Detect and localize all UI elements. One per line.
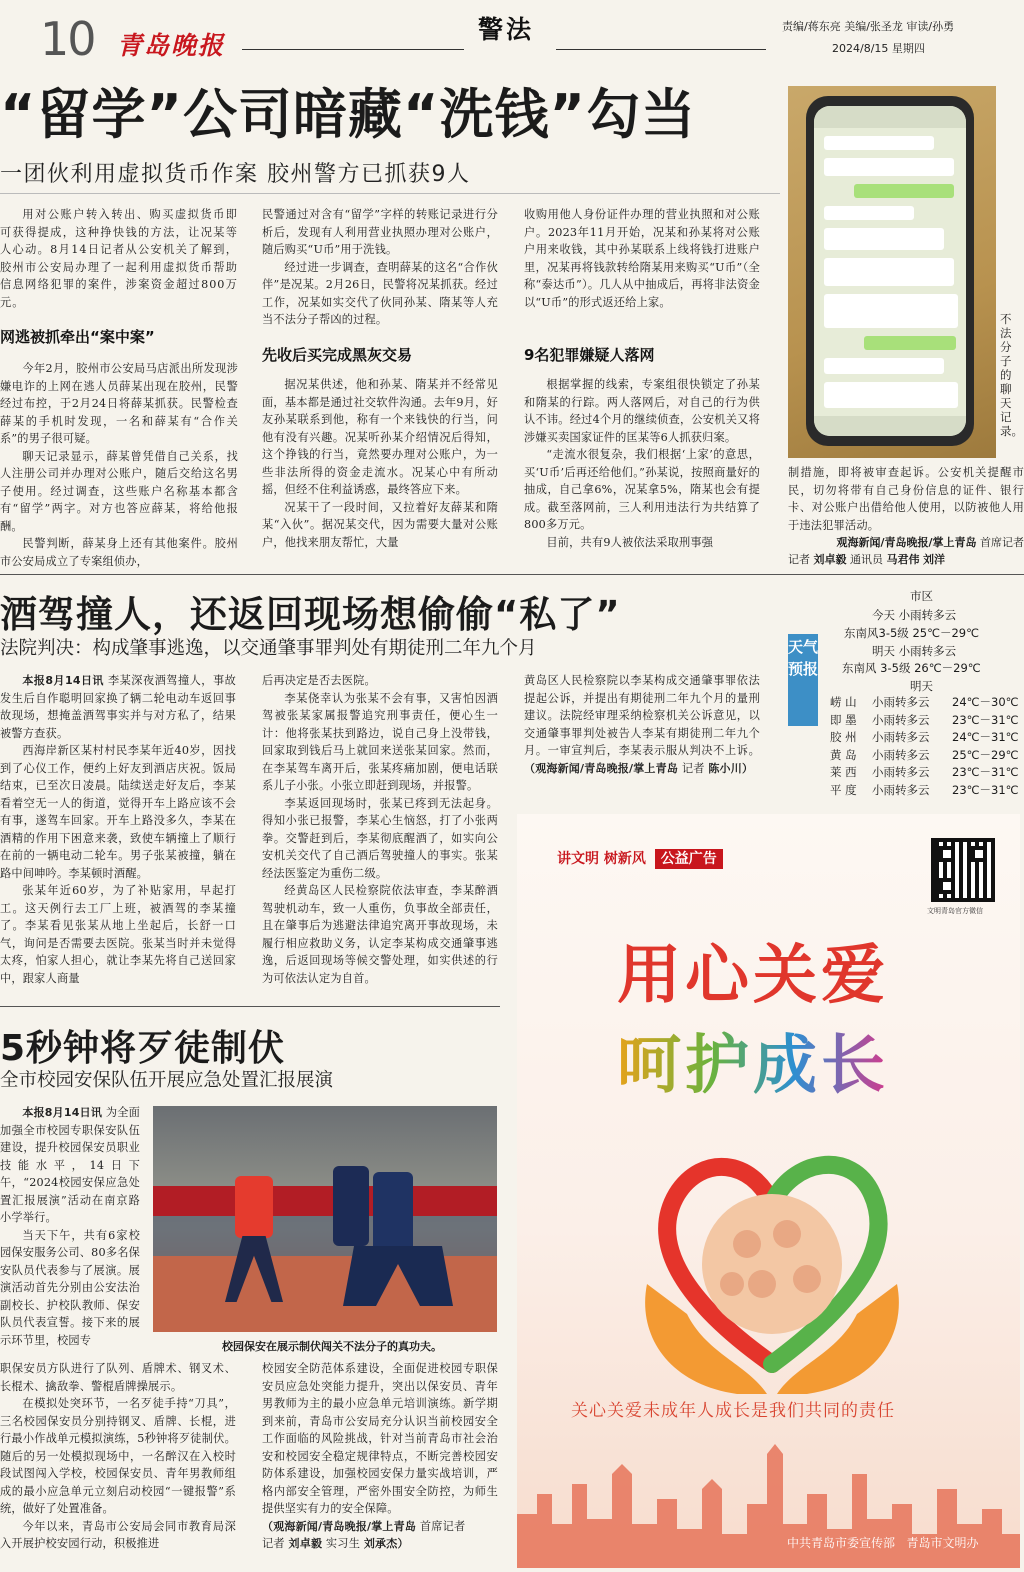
qr-code (931, 838, 995, 902)
chat-bubble (864, 336, 956, 350)
section-title: 警法 (478, 15, 535, 44)
article1-col2 (262, 206, 498, 329)
article1-s1-p1: 今年2月，胶州市公安局马店派出所发现涉嫌电诈的上网在逃人员薛某出现在胶州，民警经过布控，于2月24日将薛某抓获。民警检查薛某的手机时发现，一名和薛某有“合作关系”的男子很可疑。 (0, 362, 238, 445)
article1-col4 (788, 464, 1024, 534)
weather-cond: 小雨转多云 (872, 730, 930, 744)
article1-col1b (0, 360, 238, 570)
weather-today: 今天 小雨转多云 (872, 608, 957, 622)
article3-c1-p1 (0, 1104, 140, 1227)
weather-tomorrow-title: 明天 (910, 679, 933, 693)
public-service-ad (517, 814, 1020, 1568)
weather-place: 胶 州 (830, 730, 857, 744)
chat-bubble (824, 294, 958, 328)
article2-c2-p1: 后再决定是否去医院。 (262, 674, 376, 687)
ad-title-1: 用心关爱 (617, 939, 889, 1013)
article1-reporter2: 马君伟 (886, 553, 920, 566)
phone-screen (814, 106, 966, 436)
weather-tomorrow: 明天 小雨转多云 (872, 644, 957, 658)
article2-dateline: 本报8月14日讯 (22, 674, 104, 687)
article2-c2-p2: 李某侥幸认为张某不会有事，又害怕因酒驾被张某家属报警追究刑事责任，便心生一计：他将张某扶到路边，说自己身上没带钱，回家取到钱后马上就回来送张某回家。然而，在李某驾车离开后，张某疼痛加剧，便电话联系儿子小张。小张立即赶到现场，并报警。 (262, 691, 498, 792)
article1-s3-p3: 目前，共有9人被依法采取刑事强 (546, 535, 714, 549)
article3-c1-p1-text: 为全面加强全市校园专职保安队伍建设，提升校园保安员职业技能水平，14日下午，“2024校园安保应急处置汇报展演”活动在南京路小学举行。 (0, 1106, 140, 1224)
weather-city-title: 市区 (910, 589, 933, 603)
chat-bubble (824, 382, 958, 408)
qr-finder (939, 846, 955, 862)
article3-col1 (0, 1104, 140, 1349)
weather-table (830, 694, 1024, 799)
qr-finder (971, 846, 987, 862)
child-face (793, 1265, 821, 1293)
chat-bubble (824, 258, 954, 286)
chat-header (814, 106, 966, 128)
article1-s2-title: 先收后买完成黑灰交易 (262, 346, 413, 364)
qr-caption: 文明青岛官方微信 (927, 907, 983, 915)
weather-temp: 25℃－29℃ (952, 747, 1019, 762)
article3-col2 (262, 1360, 498, 1553)
article1-s2-p1: 据况某供述，他和孙某、隋某并不经常见面，基本都是通过社交软件沟通。去年9月，好友孙某联系到他，称有一个来钱快的行当，问他有没有兴趣。况某听孙某介绍情况后得知，这个挣钱的行当，竟然要办理对公账户，为一些非法所得的资金走流水。况某心中有所动摇，但经不住利益诱惑，最终答应下来。 (262, 378, 498, 496)
article1-s3-p1: 根据掌握的线索，专案组很快锁定了孙某和隋某的行踪。两人落网后，对自己的行为供认不讳。经过4个月的继续侦查，公安机关又将涉嫌买卖国家证件的匡某等6人抓获归案。 (524, 378, 760, 444)
weather-cond: 小雨转多云 (872, 747, 930, 762)
article3-credit-role-reporter: 记者 (262, 1537, 285, 1550)
article2-col3 (524, 672, 760, 777)
article1-c4-p1: 制措施，即将被审查起诉。公安机关提醒市民，切勿将带有自己身份信息的证件、银行卡、对公账户出借给他人使用，以防被他人用于违法犯罪活动。 (788, 466, 1024, 532)
weather-place: 平 度 (830, 782, 857, 797)
article3-headline: 5秒钟将歹徒制伏 (0, 1028, 286, 1069)
article2-bottom-rule (0, 1006, 500, 1007)
weather-place: 崂 山 (830, 695, 857, 709)
article2-headline: 酒驾撞人，还返回现场想偷偷“私了” (0, 593, 621, 636)
weather-place: 莱 西 (830, 765, 857, 779)
article3-c1-p2: 当天下午，共有6家校园保安服务公司、80多名保安队员代表参与了展演。展演活动首先分别由公安法治副校长、护校队教师、保安队员代表宣誓。接下来的展示环节里，校园专 (0, 1228, 140, 1347)
paper-logo: 青岛晚报 (117, 31, 226, 60)
article1-byline-outlets: 观海新闻/青岛晚报/掌上青岛 (836, 536, 977, 549)
article2-col2 (262, 672, 498, 987)
phone-body (806, 96, 974, 446)
article2-c1-p2: 西海岸新区某村村民李某年近40岁，因找到了心仪工作，便约上好友到酒店庆祝。饭局结束，已至次日凌晨。陆续送走好友后，李某看着空无一人的街道，觉得开车上路应该不会有事，遂驾车回家。开车上路没多久，李某在酒精的作用下困意来袭，致使车辆撞上了顺行在前的一辆电动二轮车。男子张某被撞，躺在路中间呻吟。李某顿时酒醒。 (0, 744, 236, 880)
article3-credit-line2 (262, 1535, 498, 1553)
child-face (720, 1272, 744, 1296)
ad-slogan: 关心关爱未成年人成长是我们共同的责任 (571, 1401, 895, 1421)
article3-c2-p1: 校园安全防范体系建设，全面促进校园专职保安员应急处突能力提升，突出以保安员、青年男教师为主的最小应急单元培训演练。新学期到来前，青岛市公安局充分认识当前校园安全工作面临的风险挑战，针对当前青岛市社会治安和校园安全稳定规律特点，不断完善校园安防体系建设，加强校园安保力量实战培训，严格内部安全管理，严密外围安全防控，为师生提供坚实有力的安全保障。 (262, 1362, 498, 1515)
weather-place: 即 墨 (830, 712, 857, 727)
editors-line: 责编/蒋东亮 美编/张圣龙 审读/孙勇 (782, 20, 955, 33)
article1-lead: 用对公账户转入转出、购买虚拟货币即可获得提成，这种挣快钱的方法，让况某等人心动。8月14日记者从公安机关了解到，胶州市公安局办理了一起利用虚拟货币帮助信息网络犯罪的案件，涉案资金超过800万元。 (0, 208, 238, 309)
article1-c2-p1: 民警通过对含有“留学”字样的转账记录进行分析后，发现有人利用营业执照办理对公账户，随后购买“U币”用于洗钱。 (262, 208, 498, 256)
article1-s3-title: 9名犯罪嫌疑人落网 (524, 346, 655, 364)
article1-col3b (524, 376, 760, 551)
article1-c2-p2: 经过进一步调查，查明薛某的这名“合作伙伴”是况某。2月26日，民警将况某抓获。经过工作，况某如实交代了伙同孙某、隋某等人充当不法分子帮凶的过程。 (262, 260, 498, 326)
chat-bubble (824, 228, 944, 250)
weather-row (830, 694, 1024, 712)
weather-row (830, 764, 1024, 782)
photo-guard (333, 1166, 369, 1246)
article3-c1-p5: 今年以来，青岛市公安局会同市教育局深入开展护校安园行动，积极推进 (0, 1519, 236, 1550)
weather-cond: 小雨转多云 (872, 782, 930, 797)
article3-c1-p3: 职保安员方队进行了队列、盾牌术、钢叉术、长棍术、擒敌拳、警棍盾牌操展示。 (0, 1362, 236, 1393)
photo-attacker (235, 1176, 273, 1238)
photo-backdrop-banner (153, 1186, 497, 1216)
weather-cond: 小雨转多云 (872, 765, 930, 779)
article2-reporter: 陈小川） (708, 761, 754, 775)
article1-byline-role1: 首席记者 (980, 536, 1024, 549)
chat-bubble (824, 136, 934, 150)
chat-screenshot-photo (788, 86, 996, 458)
article2-c1-p1 (0, 672, 236, 742)
masthead-rule-left (242, 49, 464, 50)
article2-c2-p3: 李某返回现场时，张某已疼到无法起身。得知小张已报警，李某心生恼怒，打了小张两拳。交警赶到后，李某彻底醒酒了，如实向公安机关交代了自己酒后驾驶撞人的事实。张某经法医鉴定为重伤二级。 (262, 796, 498, 880)
article1-subhead: 一团伙利用虚拟货币作案 胶州警方已抓获9人 (0, 162, 471, 187)
weather-label: 天气预报 (788, 638, 819, 678)
article1-s1-p3: 民警判断，薛某身上还有其他案件。胶州市公安局成立了专案组侦办， (0, 537, 238, 568)
article2-c1-p1-text: 李某深夜酒驾撞人，事故发生后自作聪明回家换了辆二轮电动车返回事故现场，想掩盖酒驾事实并与对方私了，结果被警方查获。 (0, 674, 237, 740)
weather-row (830, 747, 1024, 765)
article1-subhead-rule (0, 193, 780, 194)
weather-cond: 小雨转多云 (872, 712, 930, 727)
article1-byline-role-reporter: 记者 (788, 553, 810, 566)
article2-credit-role: 记者 (681, 761, 705, 775)
ad-title-2: 呵护成长 (617, 1014, 889, 1106)
chat-bubble (824, 158, 954, 176)
article3-credit-role2: 实习生 (325, 1537, 361, 1550)
article2-col1 (0, 672, 236, 987)
article2-c3-p1-text: 黄岛区人民检察院以李某构成交通肇事罪依法提起公诉，并提出有期徒刑二年九个月的量刑建议。法院经审理采纳检察机关公诉意见，以交通肇事罪判处被告人李某有期徒刑二年九个月。一审宣判后，李某表示服从判决不上诉。 (524, 674, 760, 757)
children-photo-cluster (702, 1194, 842, 1334)
article1-col1 (0, 206, 238, 311)
masthead-rule-right (556, 49, 766, 50)
ad-sponsor-1: 中共青岛市委宣传部 (787, 1536, 896, 1550)
weather-temp: 23℃－31℃ (952, 712, 1019, 727)
weather-temp: 23℃－31℃ (952, 765, 1019, 779)
page-number: 10 (40, 12, 95, 66)
article3-reporter2: 刘承杰） (363, 1537, 409, 1550)
article1-byline-role2: 通讯员 (850, 553, 883, 566)
ad-sponsors (787, 1534, 978, 1551)
ad-sponsor-2: 青岛市文明办 (906, 1536, 979, 1550)
article1-byline (788, 534, 1024, 568)
chat-bubble (854, 184, 954, 198)
qr-finder (939, 878, 955, 894)
heart-hands-illustration (627, 1114, 917, 1404)
article1-s2-p2: 况某干了一段时间，又拉着好友薛某和隋某“入伙”。据况某交代，因为需要大量对公账户，他找来朋友帮忙，大量 (262, 500, 498, 549)
article1-s3-p2: “走流水很复杂，我们根据‘上家’的意思，买‘U币’后再还给他们。”孙某说，按照商量好的抽成，自己拿6%，况某拿5%，隋某也会有提成。截至落网前，三人利用违法行为共结算了800多万元。 (524, 448, 760, 531)
article3-reporter1: 刘卓毅 (288, 1537, 323, 1550)
article2-credit: （观海新闻/青岛晚报/掌上青岛 (524, 761, 679, 775)
weather-row (830, 712, 1024, 730)
drill-photo-caption: 校园保安在展示制伏闯关不法分子的真功夫。 (222, 1340, 442, 1353)
masthead (0, 0, 1024, 72)
weather-box (788, 588, 1024, 800)
weather-today-wind: 东南风3-5级 25℃－29℃ (844, 626, 980, 640)
child-face (748, 1270, 776, 1298)
chat-bubble (824, 206, 914, 220)
weather-temp: 24℃－31℃ (952, 730, 1019, 744)
weather-cond: 小雨转多云 (872, 695, 930, 709)
weather-row (830, 782, 1024, 800)
article3-col1b (0, 1360, 236, 1553)
article3-credit-role1: 首席记者 (419, 1519, 466, 1533)
issue-date: 2024/8/15 星期四 (832, 42, 925, 55)
article1-headline: “留学”公司暗藏“洗钱”勾当 (0, 83, 696, 146)
weather-temp: 23℃－31℃ (952, 782, 1019, 797)
weather-label-box (788, 634, 818, 726)
article2-c2-p4: 经黄岛区人民检察院依法审查，李某醉酒驾驶机动车，致一人重伤，负事故全部责任，且在肇事后为逃避法律追究离开事故现场，未履行相应救助义务，认定李某构成交通肇事逃逸，后返回现场等候交警处理，如实供述的行为可依法认定为自首。 (262, 884, 498, 985)
article1-s1-title: 网逃被抓牵出“案中案” (0, 328, 155, 346)
photo-crowd (153, 1216, 497, 1256)
weather-place: 黄 岛 (830, 747, 857, 762)
article1-c3-p1: 收购用他人身份证件办理的营业执照和对公账户。2023年11月开始，况某和孙某将对公账户用来收钱，其中孙某联系上线将钱打进账户里，况某再将钱款转给隋某用来购买“U币”（全称“泰达币”）。几人从中抽成后，再将非法资金以“U币”的形式返还给上家。 (524, 208, 760, 309)
chat-input-bar (814, 416, 966, 436)
article1-bottom-rule (0, 574, 1024, 575)
article3-subhead: 全市校园安保队伍开展应急处置汇报展演 (0, 1070, 334, 1091)
ad-tagline (557, 848, 723, 868)
child-face (733, 1230, 761, 1258)
article2-c3-p1 (524, 672, 760, 777)
weather-tomorrow-wind: 东南风 3-5级 26℃－29℃ (842, 661, 981, 675)
article1-reporter1: 刘卓毅 (813, 553, 847, 566)
weather-temp: 24℃－30℃ (952, 695, 1019, 709)
article1-col3 (524, 206, 760, 311)
article3-credit: （观海新闻/青岛晚报/掌上青岛 (262, 1519, 417, 1533)
ad-tagline-text: 讲文明 树新风 (557, 851, 646, 867)
chat-photo-caption: 不法分子的聊天记录。 (1000, 312, 1023, 438)
article3-c1-p4: 在模拟处突环节，一名歹徒手持“刀具”，三名校园保安员分别持钢叉、盾牌、长棍，进行最小作战单元模拟演练，5秒钟将歹徒制伏。随后的另一处模拟现场中，一名醉汉在入校时段试图闯入学校，校园保安员、青年男教师组成的最小应急单元立刻启动校园“一键报警”系统，做好了处置准备。 (0, 1397, 236, 1515)
article1-col2b (262, 376, 498, 551)
article3-dateline: 本报8月14日讯 (22, 1106, 103, 1119)
article2-c1-p3: 张某年近60岁，为了补贴家用，早起打工。这天例行去工厂上班，被酒驾的李某撞了。李某看见张某从地上坐起后，长舒一口气，询问是否需要去医院。张某当时并未觉得太疼，怕家人担心，就让李某先将自己送回家中，跟家人商量 (0, 884, 236, 985)
ad-tagline-badge: 公益广告 (655, 849, 723, 869)
weather-row (830, 729, 1024, 747)
child-face (773, 1220, 801, 1248)
security-drill-photo (153, 1106, 497, 1332)
article2-subhead: 法院判决：构成肇事逃逸，以交通肇事罪判处有期徒刑二年九个月 (0, 638, 537, 659)
chat-bubble (824, 358, 944, 374)
article1-reporter3: 刘洋 (923, 553, 945, 566)
article1-s1-p2: 聊天记录显示，薛某曾凭借自己关系，找人注册公司并办理对公账户，随后交给这名男子使用。经过调查，这些账户名称基本都含有“留学”两字。对方也答应薛某，将给他报酬。 (0, 449, 238, 533)
article3-credit-line (262, 1518, 498, 1536)
